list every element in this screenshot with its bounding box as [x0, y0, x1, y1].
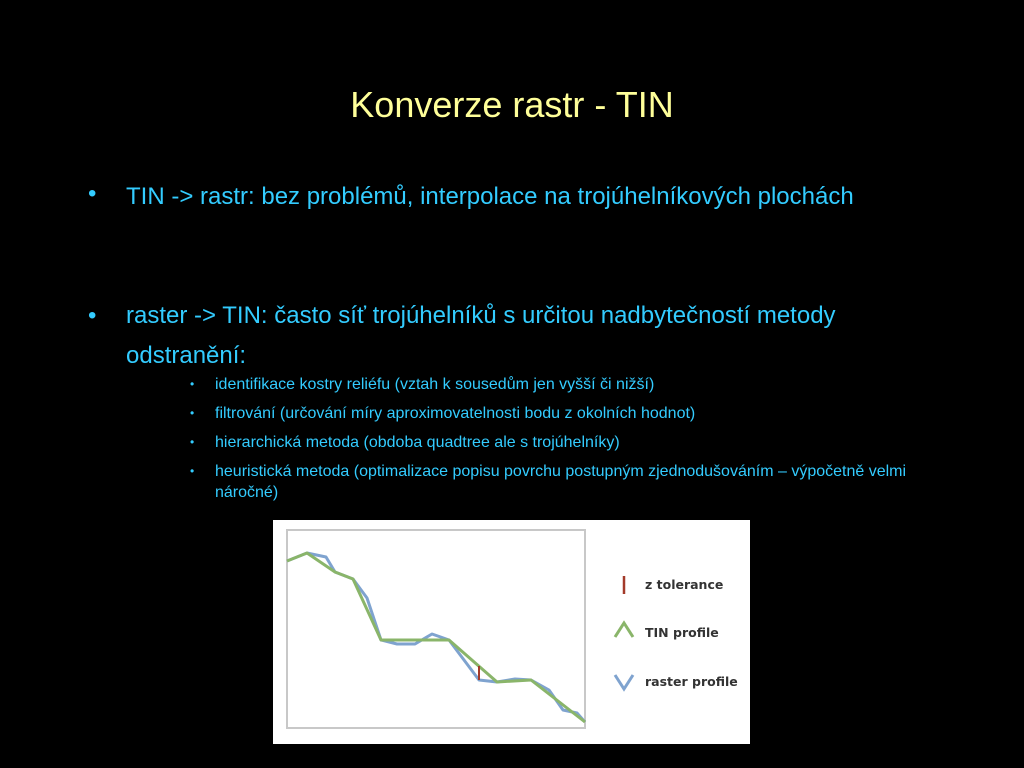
profile-figure: [273, 520, 750, 744]
sub-bullet-hierarchical: [190, 432, 950, 454]
sub-bullet-filtering: [190, 403, 950, 425]
bullet-tin-to-raster: [88, 180, 888, 250]
sub-bullet-text: hierarchická metoda (obdoba quadtree ale s trojúhelníky): [215, 434, 620, 451]
slide-title: Konverze rastr - TIN: [350, 84, 674, 125]
sub-bullet-text: heuristická metoda (optimalizace popisu povrchu postupným zjednodušováním – výpočetně velmi náročné): [215, 463, 907, 501]
sub-bullet-marker: •: [190, 377, 195, 391]
profile-diagram: [273, 520, 750, 744]
raster-profile-legend-icon: [615, 675, 633, 689]
sub-bullet-marker: •: [190, 435, 195, 449]
bullet-text: TIN -> rastr: bez problémů, interpolace na trojúhelníkových plochách: [126, 183, 854, 210]
tin-profile-legend-icon: [615, 623, 633, 637]
bullet-text: raster -> TIN: často síť trojúhelníků s určitou nadbytečností metody odstranění:: [126, 302, 836, 369]
sub-bullet-heuristic: [190, 461, 950, 505]
sub-bullet-marker: •: [190, 406, 195, 420]
bullet-raster-to-tin: [88, 296, 908, 376]
legend-raster-profile: raster profile: [645, 674, 738, 689]
sub-bullet-skeleton: [190, 374, 950, 396]
bullet-marker: •: [88, 180, 97, 207]
sub-bullet-marker: •: [190, 464, 195, 478]
sub-bullet-text: identifikace kostry reliéfu (vztah k sousedům jen vyšší či nižší): [215, 376, 655, 393]
legend-z-tolerance: z tolerance: [645, 577, 724, 592]
plot-frame: [287, 530, 585, 728]
legend-tin-profile: TIN profile: [645, 625, 719, 640]
sub-bullet-text: filtrování (určování míry aproximovatelnosti bodu z okolních hodnot): [215, 405, 696, 422]
bullet-marker: •: [88, 302, 97, 329]
